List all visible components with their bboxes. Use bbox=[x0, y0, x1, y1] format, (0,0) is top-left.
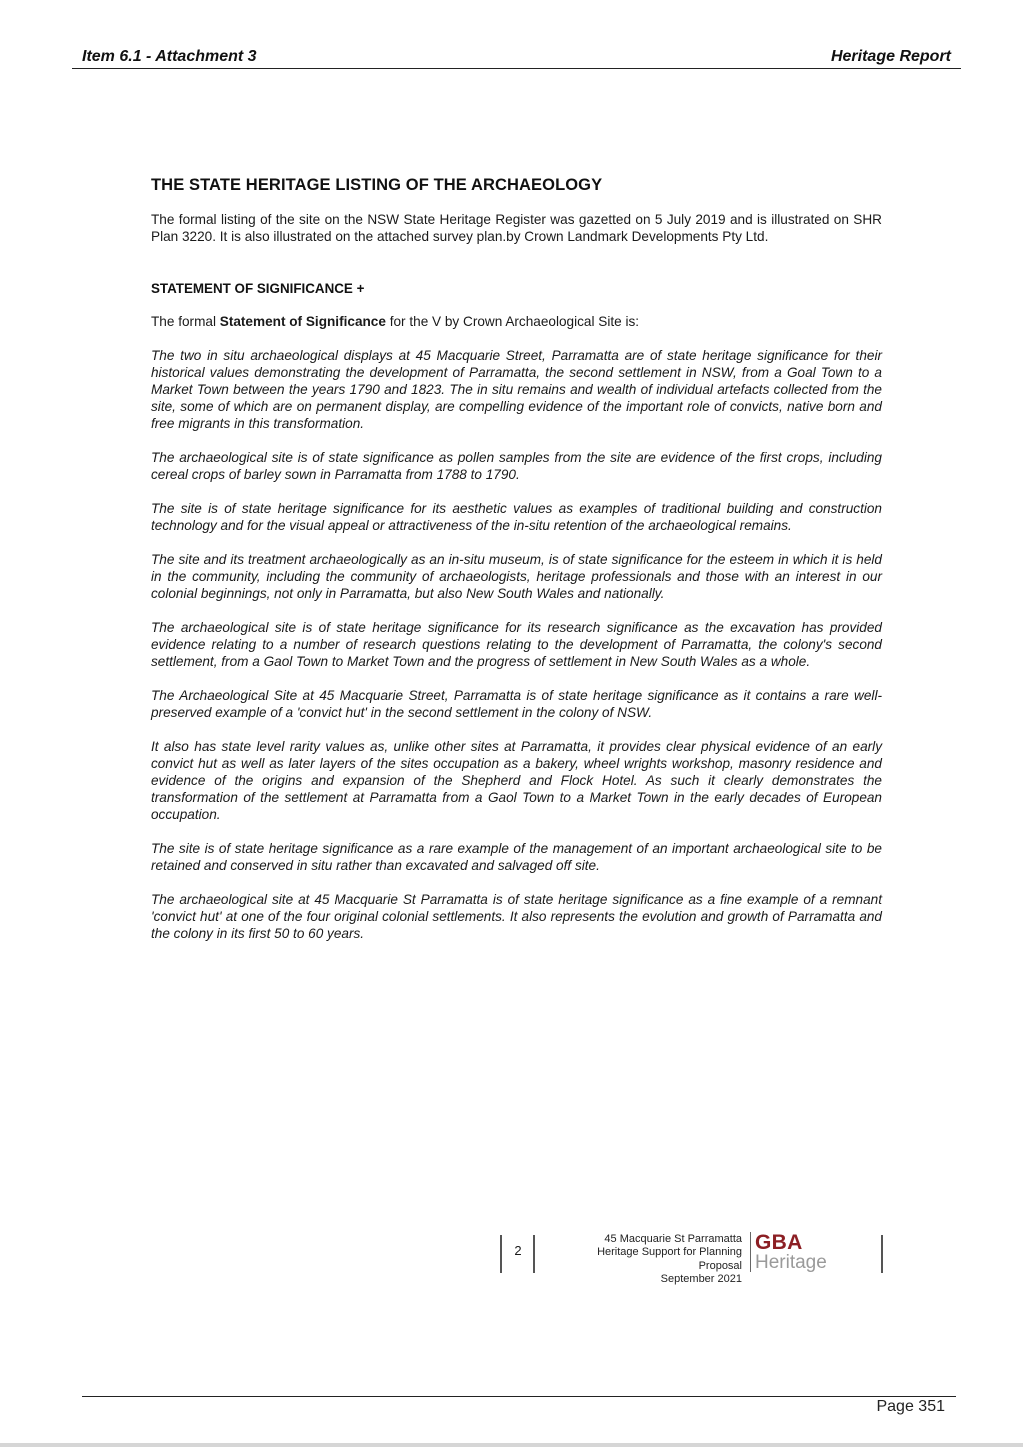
significance-paragraph: The site is of state heritage significance for its aesthetic values as examples of traditional building and construction technology and for the visual appeal or attractiveness of the in-situ retention of the archaeological remains. bbox=[151, 501, 882, 533]
page-bottom-edge bbox=[0, 1443, 1023, 1447]
significance-paragraph: The archaeological site at 45 Macquarie St Parramatta is of state heritage significance as a fine example of a remnant 'convict hut' at one of the four original colonial settlements. It also represents the evolution and growth of Parramatta and the colony in its first 50 to 60 years. bbox=[151, 892, 882, 941]
logo-gba-text: GBA bbox=[755, 1231, 803, 1254]
footer-info-line: Heritage Support for Planning bbox=[597, 1246, 742, 1259]
statement-intro bbox=[151, 313, 882, 330]
footer-info-line: September 2021 bbox=[660, 1272, 742, 1285]
significance-paragraph: The site is of state heritage significance as a rare example of the management of an important archaeological site to be retained and conserved in situ rather than excavated and salvaged off site. bbox=[151, 841, 882, 873]
header-attachment-label: Item 6.1 - Attachment 3 bbox=[82, 48, 257, 65]
significance-paragraph: It also has state level rarity values as, unlike other sites at Parramatta, it provides clear physical evidence of an early convict hut as well as later layers of the sites occupation as a bakery, wheel wrights workshop, masonry residence and evidence of the origins and expansion of the Shepherd and Flock Hotel. As such it clearly demonstrates the transformation of the settlement at Parramatta from a Gaol Town to a Market Town in the early decades of European occupation. bbox=[151, 739, 882, 822]
footer-bar-right bbox=[881, 1235, 883, 1273]
significance-paragraph: The archaeological site is of state significance as pollen samples from the site are evidence of the first crops, including cereal crops of barley sown in Parramatta from 1788 to 1790. bbox=[151, 450, 882, 482]
intro-paragraph: The formal listing of the site on the NSW State Heritage Register was gazetted on 5 July 2019 and is illustrated on SHR Plan 3220. It is also illustrated on the attached survey plan.by Crown Landmark Developments Pty Ltd. bbox=[151, 212, 882, 244]
footer-bar-mid bbox=[533, 1235, 535, 1273]
page-title: THE STATE HERITAGE LISTING OF THE ARCHAEOLOGY bbox=[151, 176, 603, 194]
footer-page-number: 2 bbox=[514, 1243, 522, 1258]
header-report-title: Heritage Report bbox=[830, 48, 951, 65]
report-footer bbox=[500, 1233, 886, 1289]
footer-project-info bbox=[558, 1233, 742, 1286]
footer-info-line: 45 Macquarie St Parramatta bbox=[604, 1233, 742, 1245]
footer-info-line: Proposal bbox=[698, 1259, 742, 1272]
significance-paragraph: The two in situ archaeological displays at 45 Macquarie Street, Parramatta are of state heritage significance for their historical values demonstrating the development of Parramatta, the second settlement in NSW, from a Goal Town to a Market Town between the years 1790 and 1823. The in situ remains and wealth of individual artefacts collected from the site, some of which are on permanent display, are compelling evidence of the important role of convicts, native born and free migrants in this transformation. bbox=[151, 348, 882, 431]
gba-heritage-logo bbox=[750, 1232, 827, 1272]
statement-intro-before: The formal bbox=[151, 314, 220, 329]
statement-intro-after: for the V by Crown Archaeological Site is: bbox=[385, 314, 640, 329]
document-body bbox=[151, 176, 882, 959]
section-heading: STATEMENT OF SIGNIFICANCE + bbox=[151, 281, 365, 296]
page-number: Page 351 bbox=[876, 1398, 945, 1415]
header-divider bbox=[72, 68, 961, 69]
footer-bar-left bbox=[500, 1235, 502, 1273]
statement-intro-bold: Statement of Significance bbox=[219, 314, 386, 329]
logo-heritage-text: Heritage bbox=[755, 1252, 827, 1273]
significance-paragraph: The archaeological site is of state heritage significance for its research significance as the excavation has provided evidence relating to a number of research questions relating to the development of Parramatta, the colony's second settlement, from a Gaol Town to Market Town and the progress of settlement in New South Wales as a whole. bbox=[151, 620, 882, 669]
footer-divider bbox=[82, 1396, 956, 1397]
significance-paragraph: The Archaeological Site at 45 Macquarie Street, Parramatta is of state heritage significance as it contains a rare well-preserved example of a 'convict hut' in the second settlement in the colony of NSW. bbox=[151, 688, 882, 720]
significance-paragraph: The site and its treatment archaeologically as an in-situ museum, is of state significance for the esteem in which it is held in the community, including the community of archaeologists, heritage professionals and those with an interest in our colonial beginnings, not only in Parramatta, but also New South Wales and nationally. bbox=[151, 552, 882, 601]
